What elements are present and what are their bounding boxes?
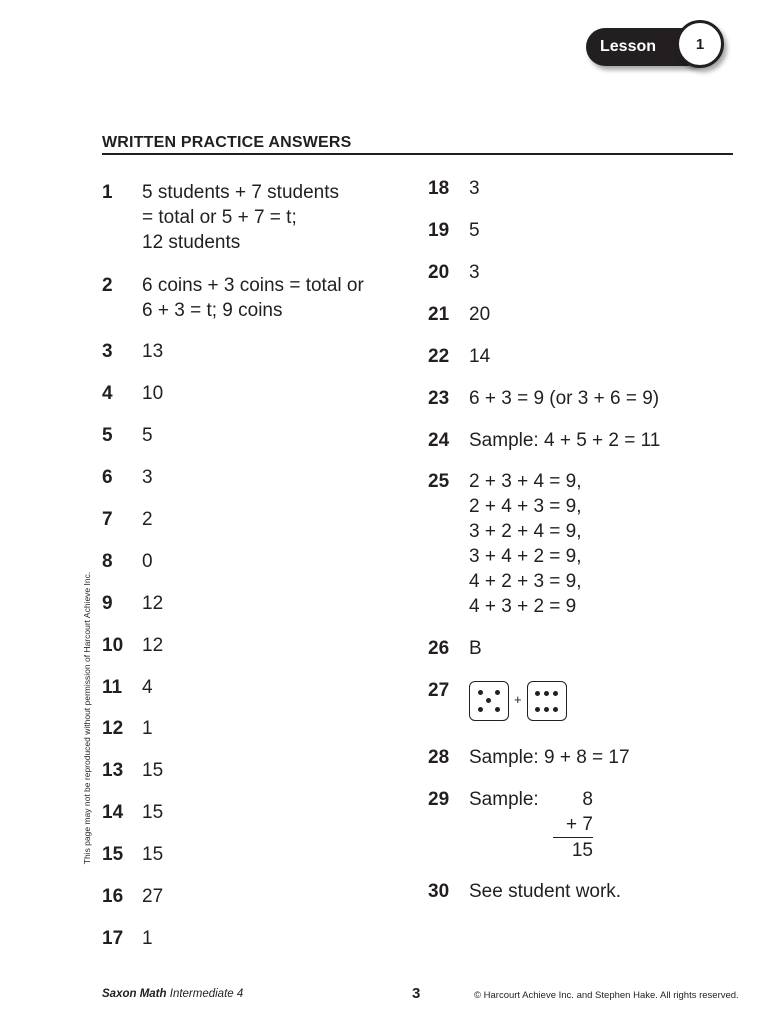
pip — [553, 707, 558, 712]
lesson-label: Lesson — [600, 38, 657, 55]
answer-text — [142, 180, 422, 255]
footer-copyright: © Harcourt Achieve Inc. and Stephen Hake. All rights reserved. — [474, 990, 739, 1001]
answer-line: 2 + 3 + 4 = 9, — [469, 471, 582, 492]
pip — [544, 691, 549, 696]
answer-line: 4 — [142, 677, 153, 698]
answer-line: B — [469, 638, 482, 659]
question-number: 23 — [428, 388, 450, 409]
answer-line: 15 — [142, 844, 164, 865]
question-number: 9 — [102, 593, 113, 614]
pip — [478, 707, 483, 712]
page-number: 3 — [412, 985, 421, 1002]
pip — [495, 707, 500, 712]
book-title: Saxon Math — [102, 988, 167, 1000]
answer-text — [142, 423, 422, 448]
question-number: 6 — [102, 467, 113, 488]
answer-line: 5 — [142, 425, 153, 446]
answer-line: 5 students + 7 students — [142, 182, 339, 203]
answer-line: 14 — [469, 346, 491, 367]
answer-text — [469, 260, 739, 285]
answer-text — [142, 465, 422, 490]
answer-line: See student work. — [469, 881, 622, 902]
question-number: 19 — [428, 220, 450, 241]
die-six-icon — [527, 681, 567, 721]
question-number: 13 — [102, 760, 124, 781]
answer-line: 15 — [142, 760, 164, 781]
answer-line: 1 — [142, 928, 153, 949]
question-number: 30 — [428, 881, 450, 902]
book-subtitle: Intermediate 4 — [169, 988, 244, 1000]
answer-line: 2 — [142, 509, 153, 530]
answer-line: = total or 5 + 7 = t; — [142, 207, 297, 228]
answer-text — [142, 926, 422, 951]
question-number: 1 — [102, 182, 113, 203]
answer-line: 1 — [142, 718, 153, 739]
answer-line: 12 — [142, 635, 164, 656]
question-number: 20 — [428, 262, 450, 283]
pip — [478, 690, 483, 695]
answer-line: 3 — [142, 467, 153, 488]
answer-text — [142, 675, 422, 700]
answer-line: 15 — [142, 802, 164, 823]
vertical-addition — [553, 787, 593, 863]
answer-line: 10 — [142, 383, 164, 404]
answer-line: 27 — [142, 886, 164, 907]
answer-line: 12 — [142, 593, 164, 614]
answer-text — [469, 787, 739, 812]
lesson-number: 1 — [676, 20, 724, 68]
question-number: 8 — [102, 551, 113, 572]
answer-text — [142, 273, 422, 323]
pip — [544, 707, 549, 712]
footer-book-title — [102, 988, 243, 1000]
question-number: 16 — [102, 886, 124, 907]
answer-text — [142, 758, 422, 783]
addition-sum: 15 — [571, 840, 593, 861]
pip — [553, 691, 558, 696]
question-number: 15 — [102, 844, 124, 865]
question-number: 3 — [102, 341, 113, 362]
question-number: 26 — [428, 638, 450, 659]
answer-text — [469, 745, 739, 770]
pip — [535, 707, 540, 712]
answer-text — [142, 716, 422, 741]
answer-text — [142, 842, 422, 867]
answer-text — [469, 176, 739, 201]
question-number: 22 — [428, 346, 450, 367]
answer-text — [142, 800, 422, 825]
answer-text — [469, 218, 739, 243]
question-number: 11 — [102, 677, 123, 698]
addend-bottom: + 7 — [553, 812, 593, 838]
answer-line: 2 + 4 + 3 = 9, — [469, 496, 582, 517]
section-title: WRITTEN PRACTICE ANSWERS — [102, 134, 352, 151]
answer-line: 4 + 3 + 2 = 9 — [469, 596, 577, 617]
question-number: 24 — [428, 430, 450, 451]
question-number: 5 — [102, 425, 113, 446]
question-number: 17 — [102, 928, 124, 949]
answer-line: 5 — [469, 220, 480, 241]
answer-text — [142, 507, 422, 532]
side-copyright-note: This page may not be reproduced without permission of Harcourt Achieve Inc. — [82, 571, 92, 865]
answer-text — [469, 636, 739, 661]
answer-text — [469, 302, 739, 327]
section-divider — [102, 153, 733, 155]
question-number: 10 — [102, 635, 124, 656]
question-number: 29 — [428, 789, 450, 810]
lesson-tab — [586, 26, 726, 68]
answer-text — [142, 549, 422, 574]
answer-line: Sample: 4 + 5 + 2 = 11 — [469, 430, 661, 451]
answer-line: 20 — [469, 304, 491, 325]
answer-text — [142, 339, 422, 364]
pip — [486, 698, 491, 703]
answer-line: Sample: — [469, 789, 539, 810]
question-number: 27 — [428, 680, 450, 701]
answer-text — [469, 469, 739, 619]
answer-text — [469, 879, 739, 904]
answer-text — [142, 633, 422, 658]
question-number: 25 — [428, 471, 450, 492]
question-number: 7 — [102, 509, 113, 530]
answer-line: 12 students — [142, 232, 241, 253]
die-five-icon — [469, 681, 509, 721]
answer-text — [142, 884, 422, 909]
pip — [495, 690, 500, 695]
question-number: 14 — [102, 802, 124, 823]
answer-text — [469, 428, 739, 453]
answer-line: 3 + 2 + 4 = 9, — [469, 521, 582, 542]
answer-line: 6 coins + 3 coins = total or — [142, 275, 364, 296]
question-number: 18 — [428, 178, 450, 199]
answer-line: 0 — [142, 551, 153, 572]
answer-text — [469, 386, 739, 411]
answer-line: 13 — [142, 341, 164, 362]
dice-plus-sign: + — [514, 692, 522, 707]
question-number: 4 — [102, 383, 113, 404]
question-number: 21 — [428, 304, 450, 325]
answer-text — [142, 591, 422, 616]
answer-line: 3 — [469, 178, 480, 199]
answer-line: 3 + 4 + 2 = 9, — [469, 546, 582, 567]
answer-text — [469, 344, 739, 369]
answer-line: 3 — [469, 262, 480, 283]
answer-line: 4 + 2 + 3 = 9, — [469, 571, 582, 592]
answer-line: 6 + 3 = t; 9 coins — [142, 300, 283, 321]
pip — [535, 691, 540, 696]
question-number: 28 — [428, 747, 450, 768]
addend-top: 8 — [582, 789, 593, 810]
answer-text — [142, 381, 422, 406]
question-number: 2 — [102, 275, 113, 296]
answer-line: 6 + 3 = 9 (or 3 + 6 = 9) — [469, 388, 660, 409]
answer-line: Sample: 9 + 8 = 17 — [469, 747, 630, 768]
question-number: 12 — [102, 718, 124, 739]
